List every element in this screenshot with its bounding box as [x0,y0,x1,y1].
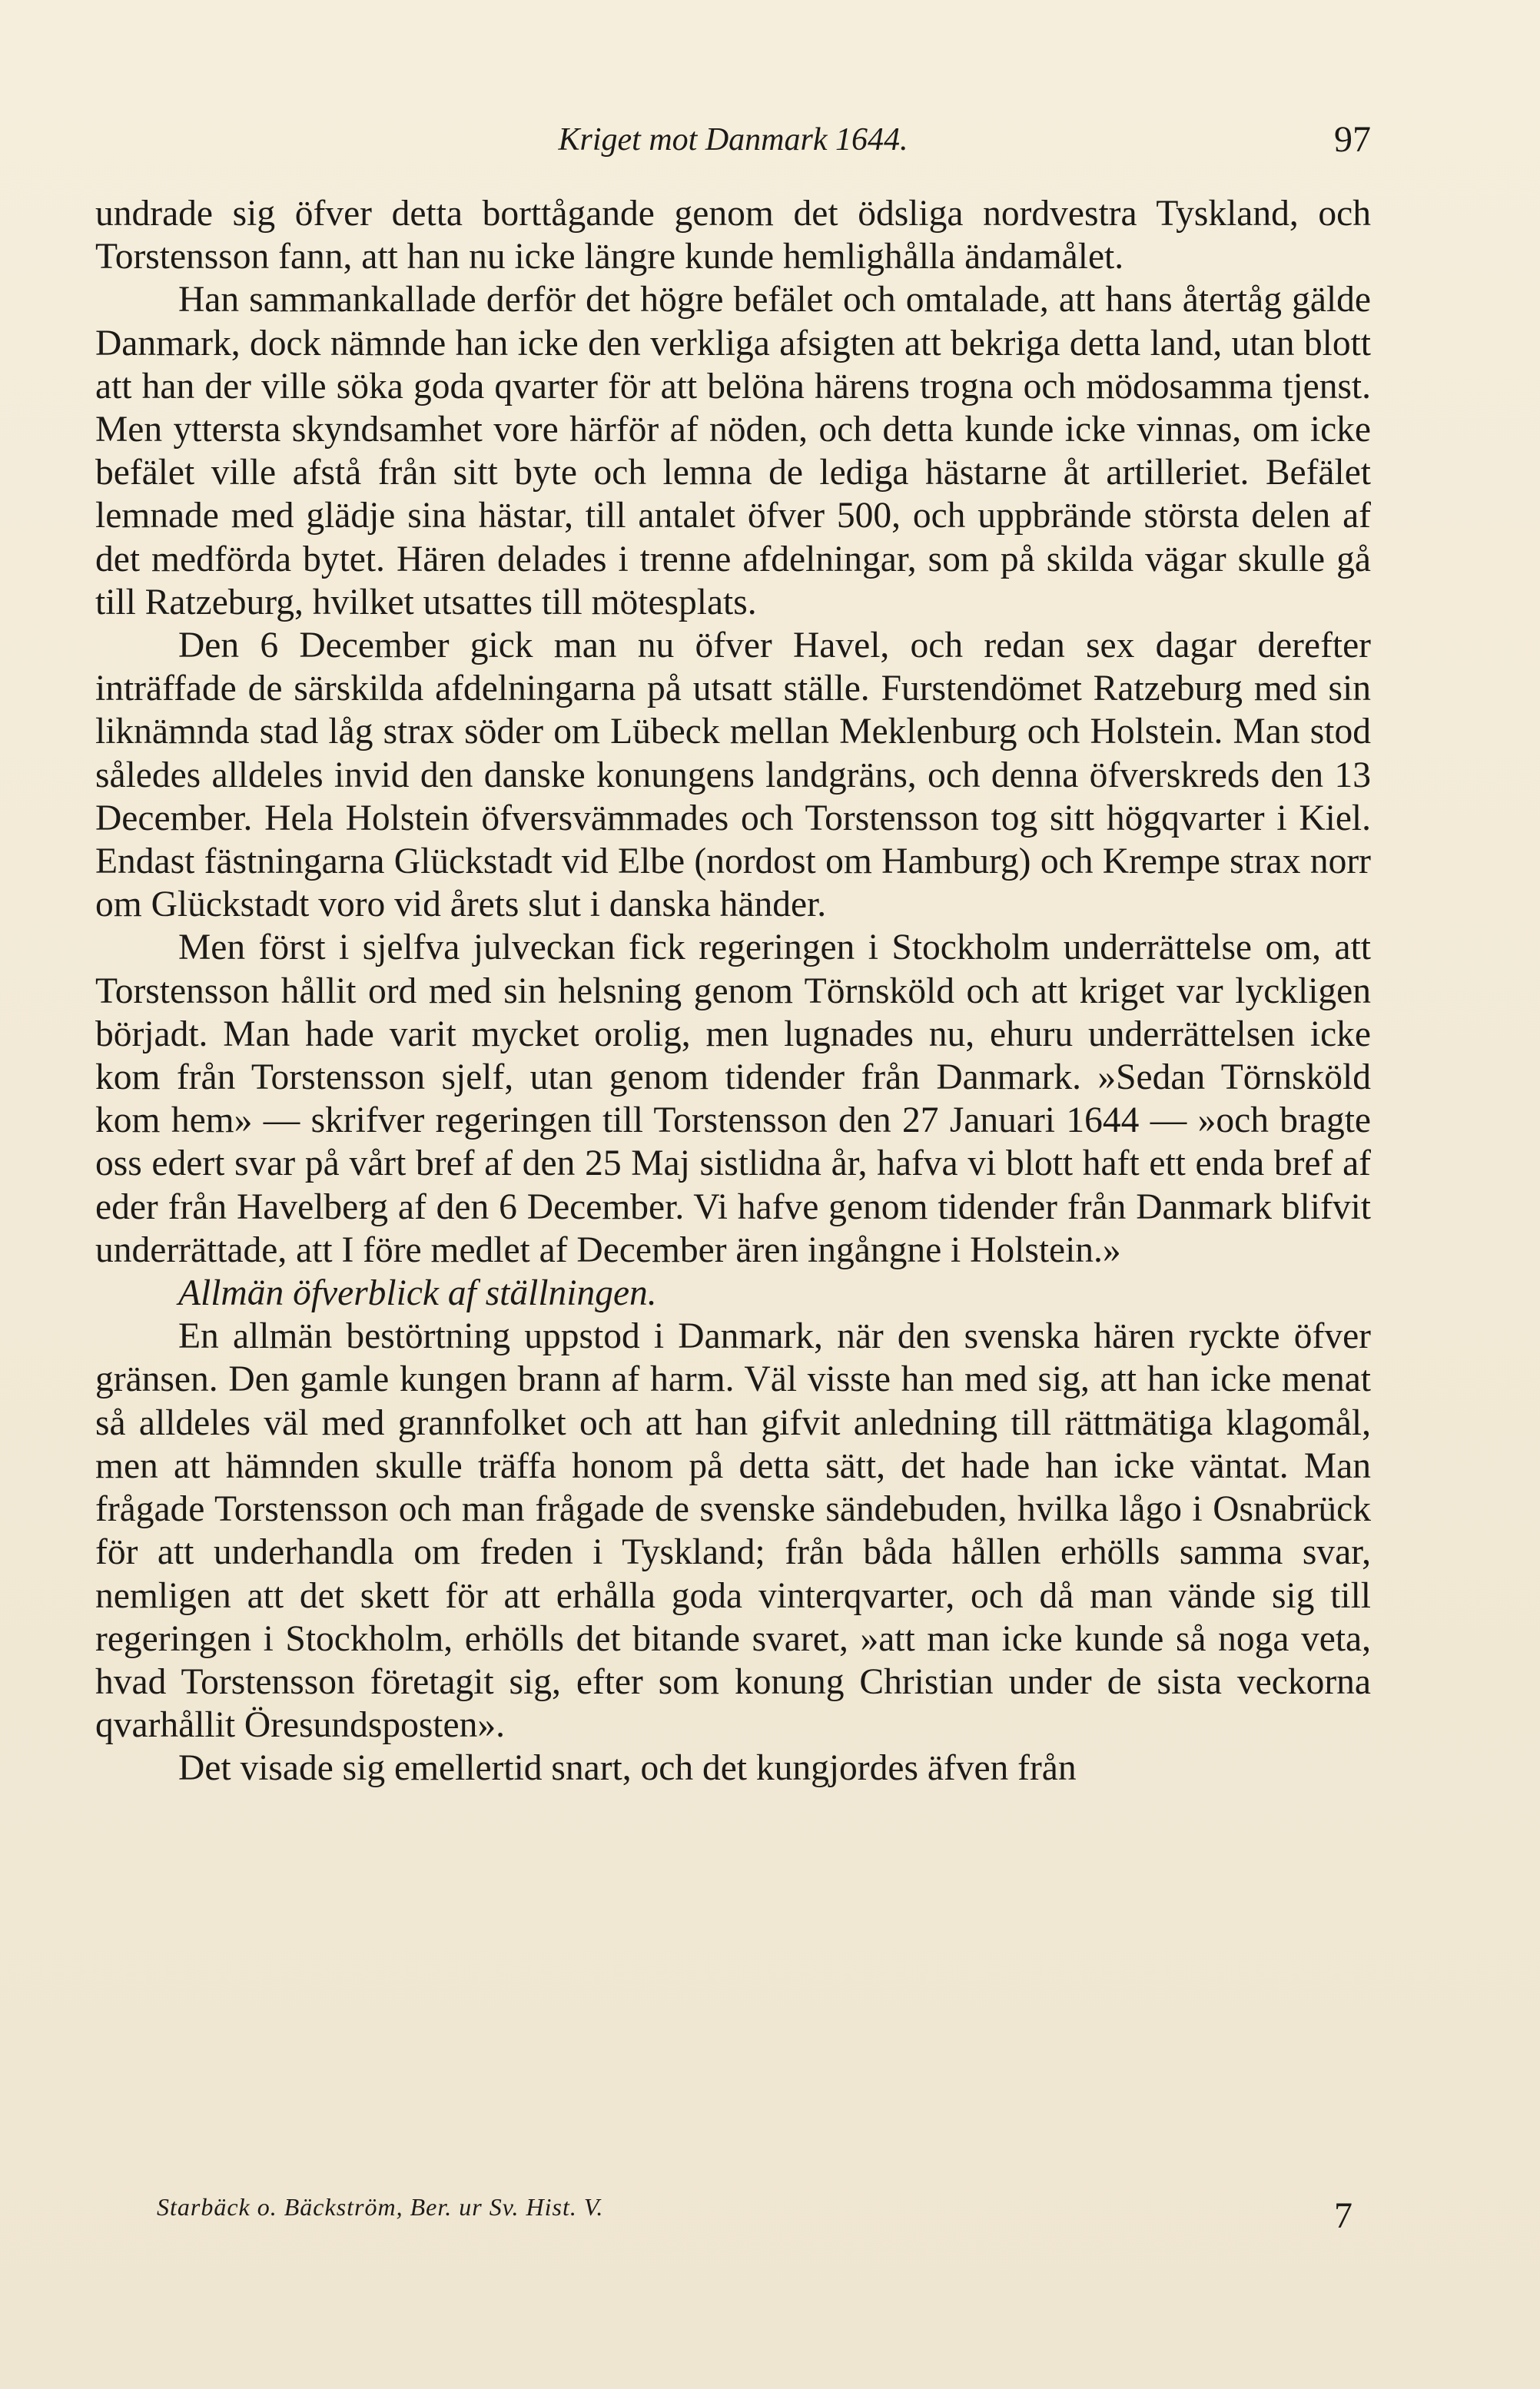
page-number: 97 [1334,119,1371,160]
section-subheading: Allmän öfverblick af ställningen. [178,1273,657,1314]
paragraph: Den 6 December gick man nu öfver Havel, och redan sex dagar derefter inträffade de särskilda afdelningarna på utsatt ställe. Furstendömet Ratzeburg med sin liknämnda stad låg strax söder om Lübeck mellan Meklenburg och Holstein. Man stod således alldeles invid den danske konungens landgräns, och denna öfverskreds den 13 December. Hela Holstein öfversvämmades och Torstensson tog sitt högqvarter i Kiel. Endast fästningarna Glückstadt vid Elbe (nordost om Hamburg) och Krempe strax norr om Glückstadt voro vid årets slut i danska händer. [95,625,1371,925]
sheet-number: 7 [1334,2195,1352,2236]
paragraph: Men först i sjelfva julveckan fick regeringen i Stockholm underrättelse om, att Torstensson hållit ord med sin helsning genom Törnsköld och att kriget var lyckligen börjadt. Man hade varit mycket orolig, men lugnades nu, ehuru underrättelsen icke kom från Torstensson sjelf, utan genom tidender från Danmark. »Sedan Törnsköld kom hem» — skrifver regeringen till Torstensson den 27 Januari 1644 — »och bragte oss edert svar på vårt bref af den 25 Maj sistlidna år, hafva vi blott haft ett enda bref af eder från Havelberg af den 6 December. Vi hafve genom tidender från Danmark blifvit underrättade, att I före medlet af December ären ingångne i Holstein.» [95,927,1371,1270]
paragraph: undrade sig öfver detta borttågande genom det ödsliga nordvestra Tyskland, och Torstensson fann, att han nu icke längre kunde hemlighålla ändamålet. [95,194,1371,277]
paragraph: En allmän bestörtning uppstod i Danmark, när den svenska hären ryckte öfver gränsen. Den gamle kungen brann af harm. Väl visste han med sig, att han icke menat så alldeles väl med grannfolket och att han gifvit anledning till rättmätiga klagomål, men att hämnden skulle träffa honom på detta sätt, det hade han icke väntat. Man frågade Torstensson och man frågade de svenske sändebuden, hvilka lågo i Osnabrück för att underhandla om freden i Tyskland; från båda hållen erhölls samma svar, nemligen att det skett för att erhålla goda vinterqvarter, och då man vände sig till regeringen i Stockholm, erhölls det bitande svaret, »att man icke kunde så noga veta, hvad Torstensson företagit sig, efter som konung Christian under de sista veckorna qvarhållit Öresundsposten». [95,1316,1371,1746]
body-text [95,192,1371,1790]
page-footer [95,2188,1371,2250]
signature-line: Starbäck o. Bäckström, Ber. ur Sv. Hist. V. [157,2193,604,2221]
running-title: Kriget mot Danmark 1644. [558,122,908,158]
paragraph: Det visade sig emellertid snart, och det kungjordes äfven från [178,1748,1077,1789]
page-header [95,115,1371,169]
paragraph: Han sammankallade derför det högre befälet och omtalade, att hans återtåg gälde Danmark, dock nämnde han icke den verkliga afsigten att bekriga detta land, utan blott att han der ville söka goda qvarter för att belöna härens trogna och mödosamma tjenst. Men yttersta skyndsamhet vore härför af nöden, och detta kunde icke vinnas, om icke befälet ville afstå från sitt byte och lemna de lediga hästarne åt artilleriet. Befälet lemnade med glädje sina hästar, till antalet öfver 500, och uppbrände största delen af det medförda bytet. Hären delades i trenne afdelningar, som på skilda vägar skulle gå till Ratzeburg, hvilket utsattes till mötesplats. [95,280,1371,622]
